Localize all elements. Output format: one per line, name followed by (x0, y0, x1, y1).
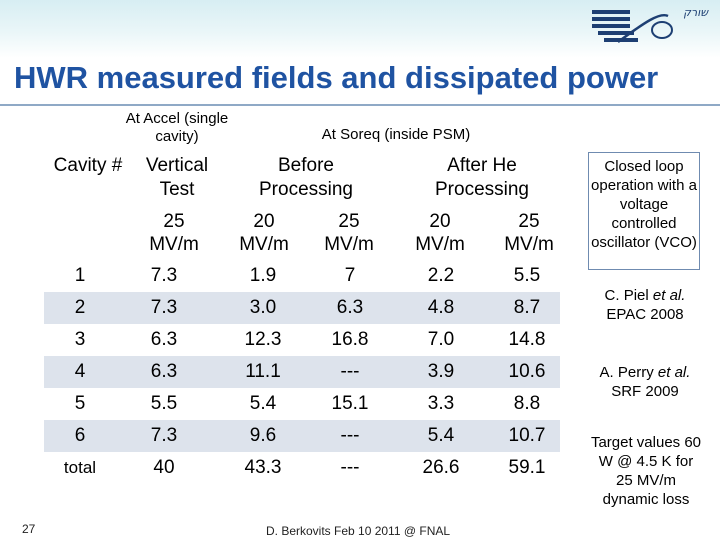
table-cell: --- (340, 457, 360, 478)
row-shade (44, 420, 560, 452)
table-cell: --- (340, 361, 360, 382)
col-header-before-processing: Before Processing (259, 155, 353, 200)
table-cell: 4.8 (427, 297, 455, 318)
target-values-note: Target values 60 W @ 4.5 K for 25 MV/m dynamic loss (590, 434, 702, 508)
table-cell: 6.3 (336, 297, 364, 318)
table-cell: 8.8 (513, 393, 541, 414)
subheader-after-25: 25 MV/m (504, 211, 554, 255)
logo-text: שורק (683, 6, 708, 19)
subheader-before-25: 25 MV/m (324, 211, 374, 255)
table-cell: 16.8 (331, 329, 369, 350)
footer-credit: D. Berkovits Feb 10 2011 @ FNAL (266, 524, 451, 538)
table-cell: 6.3 (150, 361, 178, 382)
table-cell: 6 (74, 425, 86, 446)
slide-title: HWR measured fields and dissipated power (14, 60, 659, 95)
soreq-logo-icon (590, 2, 715, 48)
subheader-vertical-25: 25 MV/m (149, 211, 199, 255)
total-row-label: total (63, 458, 97, 477)
table-cell: 10.6 (508, 361, 546, 382)
table-cell: 2.2 (427, 265, 455, 286)
row-shade (44, 292, 560, 324)
table-cell: 11.1 (245, 361, 281, 382)
soreq-group-header: At Soreq (inside PSM) (321, 126, 471, 143)
table-cell: 7 (344, 265, 356, 286)
table-cell: 40 (153, 457, 175, 478)
table-cell: 1 (74, 265, 86, 286)
table-cell: 5.4 (249, 393, 277, 414)
table-cell: 2 (74, 297, 86, 318)
piel-reference: C. Piel et al. EPAC 2008 (604, 287, 686, 323)
subheader-after-20: 20 MV/m (415, 211, 465, 255)
closed-loop-note: Closed loop operation with a voltage controlled oscillator (VCO) (588, 152, 700, 270)
table-cell: 5.5 (513, 265, 541, 286)
table-cell: 3 (74, 329, 86, 350)
table-cell: 6.3 (150, 329, 178, 350)
table-cell: 10.7 (508, 425, 546, 446)
table-cell: 59.1 (508, 457, 546, 478)
table-cell: 5.5 (150, 393, 178, 414)
table-cell: --- (340, 425, 360, 446)
table-cell: 4 (74, 361, 86, 382)
table-cell: 8.7 (513, 297, 541, 318)
table-cell: 26.6 (422, 457, 460, 478)
col-header-cavity: Cavity # (53, 155, 123, 176)
table-cell: 43.3 (244, 457, 282, 478)
row-shade (44, 356, 560, 388)
table-cell: 12.3 (244, 329, 282, 350)
subheader-before-20: 20 MV/m (239, 211, 289, 255)
col-header-after-processing: After He Processing (435, 155, 529, 200)
table-cell: 9.6 (249, 425, 277, 446)
perry-reference: A. Perry et al. SRF 2009 (599, 364, 691, 400)
table-cell: 1.9 (249, 265, 277, 286)
table-cell: 3.0 (249, 297, 277, 318)
page-number: 27 (22, 522, 36, 536)
table-cell: 5.4 (427, 425, 455, 446)
table-cell: 3.3 (427, 393, 455, 414)
col-header-vertical-test: Vertical Test (145, 155, 209, 200)
table-cell: 14.8 (508, 329, 546, 350)
table-cell: 7.3 (150, 297, 178, 318)
accel-group-header: At Accel (single cavity) (125, 110, 229, 145)
table-cell: 3.9 (427, 361, 455, 382)
table-cell: 7.3 (150, 265, 178, 286)
table-cell: 7.3 (150, 425, 178, 446)
table-cell: 7.0 (427, 329, 455, 350)
title-divider (0, 104, 720, 106)
table-cell: 5 (74, 393, 86, 414)
table-cell: 15.1 (331, 393, 369, 414)
